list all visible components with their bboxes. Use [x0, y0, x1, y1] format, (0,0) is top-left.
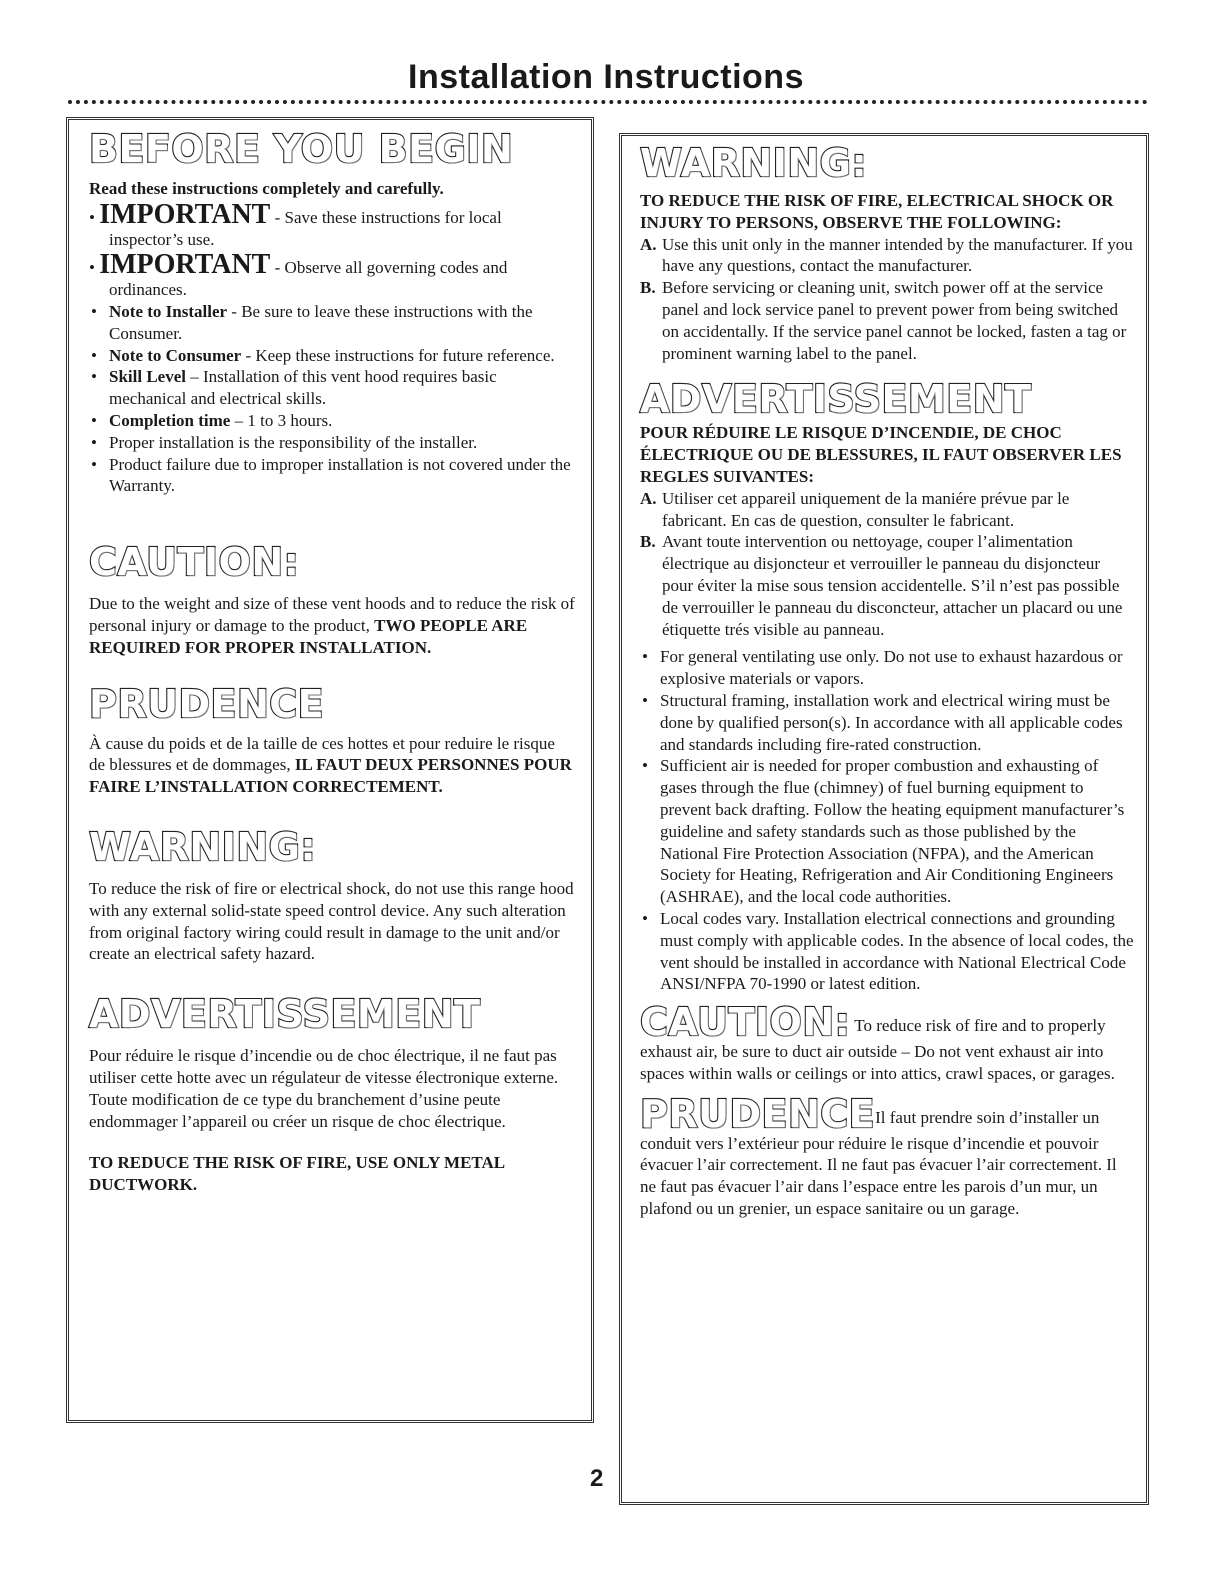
warning-heading-right: WARNING: — [640, 141, 868, 185]
before-bullets — [89, 301, 575, 497]
prudence-text-right: Il faut prendre soin d’installer un conduit vers l’extérieur pour réduire le risque d’incendie et pouvoir évacuer l’air correctement. Il ne faut pas évacuer l’air correctement. Il ne faut pas évacuer l’air dans l’espace entre les parois d’un mur, un plafond ou un grenier, un espace sanitaire ou un garage. — [640, 1107, 1117, 1219]
important-1-text: - Save these instructions for local inspector’s use. — [109, 207, 502, 249]
important-1: • IMPORTANT - Save these instructions for local inspector’s use. — [89, 198, 502, 249]
list-item: A. Use this unit only in the manner intended by the manufacturer. If you have any questions, contact the manufacturer. — [640, 234, 1133, 276]
before-intro: Read these instructions completely and carefully. — [89, 179, 444, 198]
important-2-text: - Observe all governing codes and ordinances. — [109, 258, 508, 300]
advertissement-heading-right: ADVERTISSEMENT — [640, 377, 1032, 422]
important-2: • IMPORTANT - Observe all governing codes and ordinances. — [89, 249, 508, 300]
caution-inline — [640, 1000, 1134, 1085]
prudence-inline — [640, 1091, 1134, 1220]
list-item: • Sufficient air is needed for proper combustion and exhausting of gases through the flue (chimney) of fuel burning equipment to prevent back drafting. Follow the heating equipment manufacturer’s guideline and safety standards such as those published by the National Fire Protection Association (NFPA), and the American Society for Heating, Refrigeration and Air Conditioning Engineers (ASHRAE), and the local code authorities. — [640, 755, 1134, 908]
list-item: • Note to Consumer - Keep these instructions for future reference. — [89, 345, 575, 367]
metal-ductwork-note: TO REDUCE THE RISK OF FIRE, USE ONLY METAL DUCTWORK. — [89, 1153, 505, 1195]
prudence-text: À cause du poids et de la taille de ces hottes et pour reduire le risque de blessures et de dommages, IL FAUT DEUX PERSONNES POUR FAIRE L’INSTALLATION CORRECTEMENT. — [89, 733, 572, 797]
important-2-label: IMPORTANT — [99, 249, 271, 281]
list-item: B. Avant toute intervention ou nettoyage, couper l’alimentation électrique au disjoncteur et verrouiller le panneau du disjoncteur pour éviter la mise sous tension accidentelle. S’il n’est pas possible de verrouiller le panneau du disconcteur, attacher un placard ou une étiquette trés visible au panneau. — [640, 532, 1123, 639]
list-item: • Note to Installer - Be sure to leave these instructions with the Consumer. — [89, 301, 575, 345]
before-you-begin-heading: BEFORE YOU BEGIN — [89, 127, 514, 171]
warning-items — [640, 234, 1134, 365]
advertissement-text: Pour réduire le risque d’incendie ou de choc électrique, il ne faut pas utiliser cette hotte avec un régulateur de vitesse électronique externe. Toute modification de ce type du branchement d’usine peute endommager l’appareil ou créer un risque de choc électrique. — [89, 1046, 559, 1131]
warning-text: To reduce the risk of fire or electrical shock, do not use this range hood with any external solid-state speed control device. Any such alteration from original factory wiring could result in damage to the unit and/or create an electrical safety hazard. — [89, 878, 574, 964]
title-rule — [68, 100, 1148, 104]
caution-text: Due to the weight and size of these vent hoods and to reduce the risk of personal injury or damage to the product, TWO PEOPLE ARE REQUIRED FOR PROPER INSTALLATION. — [89, 594, 575, 657]
list-item: • Proper installation is the responsibility of the installer. — [89, 432, 575, 454]
advertissement-lead: POUR RÉDUIRE LE RISQUE D’INCENDIE, DE CHOC ÉLECTRIQUE OU DE BLESSURES, IL FAUT OBSERVER LES REGLES SUIVANTES: — [640, 423, 1122, 486]
advertissement-heading: ADVERTISSEMENT — [89, 992, 481, 1037]
page-number: 2 — [590, 1465, 604, 1492]
important-1-label: IMPORTANT — [99, 198, 271, 230]
warning-lead: TO REDUCE THE RISK OF FIRE, ELECTRICAL SHOCK OR INJURY TO PERSONS, OBSERVE THE FOLLOWING: — [640, 191, 1114, 232]
prudence-heading-right: PRUDENCE — [640, 1091, 876, 1136]
left-panel — [66, 117, 594, 1423]
advertissement-items — [640, 488, 1134, 641]
page-title: Installation Instructions — [408, 58, 804, 96]
general-bullets — [640, 646, 1134, 995]
caution-text-right: To reduce risk of fire and to properly exhaust air, be sure to duct air outside – Do not vent exhaust air into spaces within walls or ceilings or into attics, crawl spaces, or garages. — [640, 1016, 1115, 1083]
list-item: • For general ventilating use only. Do not use to exhaust hazardous or explosive materials or vapors. — [640, 646, 1134, 690]
caution-heading: CAUTION: — [89, 540, 300, 585]
list-item: • Product failure due to improper installation is not covered under the Warranty. — [89, 454, 575, 498]
warning-heading: WARNING: — [89, 824, 317, 869]
list-item: • Skill Level – Installation of this vent hood requires basic mechanical and electrical skills. — [89, 366, 575, 410]
list-item: • Structural framing, installation work and electrical wiring must be done by qualified person(s). In accordance with all applicable codes and standards including fire-rated construction. — [640, 690, 1134, 755]
prudence-heading: PRUDENCE — [89, 681, 325, 726]
right-panel — [619, 133, 1149, 1505]
list-item: • Completion time – 1 to 3 hours. — [89, 410, 575, 432]
list-item: A. Utiliser cet appareil uniquement de la maniére prévue par le fabricant. En cas de question, consulter le fabricant. — [640, 488, 1070, 530]
list-item: B. Before servicing or cleaning unit, switch power off at the service panel and lock service panel to prevent power from being switched on accidentally. If the service panel cannot be locked, fasten a tag or prominent warning label to the panel. — [640, 278, 1127, 363]
caution-heading-right: CAUTION: — [640, 1000, 851, 1045]
list-item: • Local codes vary. Installation electrical connections and grounding must comply with applicable codes. In the absence of local codes, the vent should be installed in accordance with National Electrical Code ANSI/NFPA 70-1990 or latest edition. — [640, 908, 1134, 995]
